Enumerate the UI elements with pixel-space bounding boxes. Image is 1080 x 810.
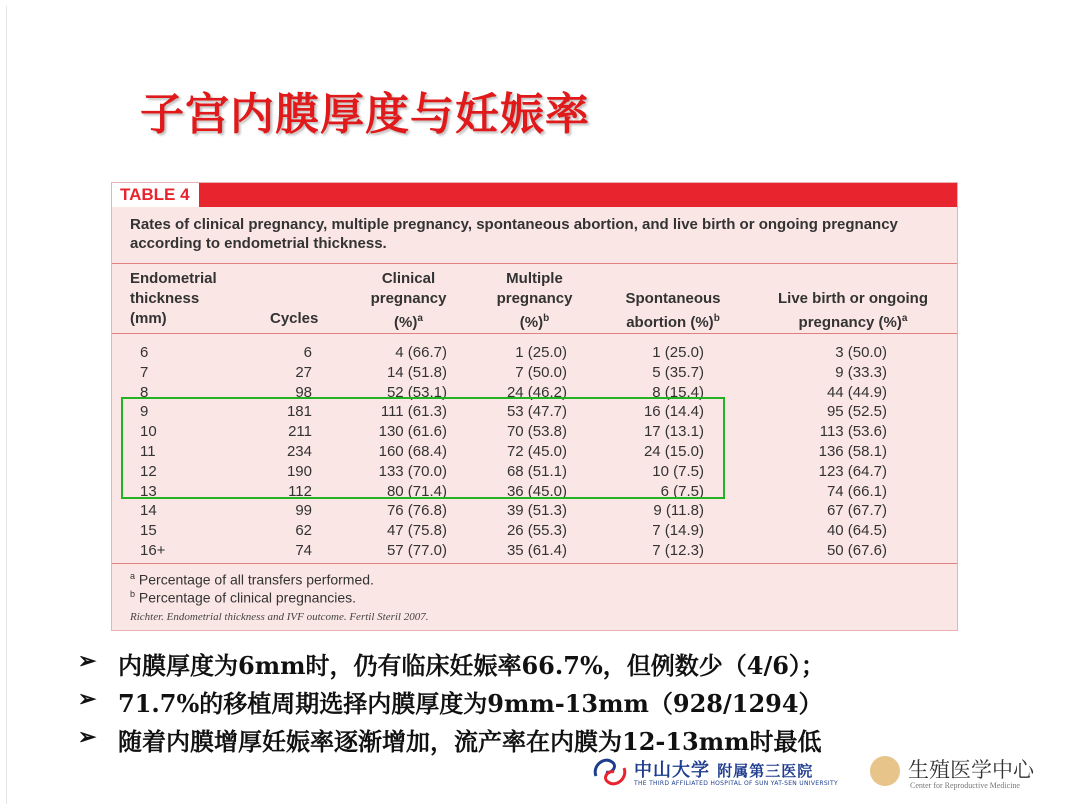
cell-clinical: 57 (77.0) xyxy=(386,542,447,559)
cell-spontaneous: 9 (11.8) xyxy=(653,502,704,520)
footnote-a: $^a$ Percentage of all transfers performed. xyxy=(130,571,374,588)
cell-multiple: 35 (61.4) xyxy=(506,542,567,559)
cell-cycles: 98 xyxy=(295,383,312,401)
cell-live-birth: 3 (50.0) xyxy=(835,344,887,361)
cell-multiple: 7 (50.0) xyxy=(515,363,567,381)
cell-spontaneous: 7 (14.9) xyxy=(652,522,704,540)
cell-spontaneous: 1 (25.0) xyxy=(652,344,704,361)
cell-cycles: 27 xyxy=(295,363,312,381)
col-header-clinical: Clinical pregnancy (%)$^a$ xyxy=(370,270,447,331)
cell-multiple: 26 (55.3) xyxy=(506,522,567,540)
col-header-thickness: Endometrial thickness (mm) xyxy=(130,270,217,327)
cell-live-birth: 9 (33.3) xyxy=(835,363,887,381)
cell-multiple: 70 (53.8) xyxy=(506,423,567,441)
slide-title: 子宫内膜厚度与妊娠率 xyxy=(140,89,590,140)
cell-spontaneous: 17 (13.1) xyxy=(643,423,704,441)
col-header-cycles: Cycles xyxy=(270,310,319,327)
hospital-name-en: THE THIRD AFFILIATED HOSPITAL OF SUN YAT-SEN UNIVERSITY xyxy=(634,780,838,787)
cell-thickness: 8 xyxy=(140,383,149,401)
cell-cycles: 62 xyxy=(295,522,312,540)
center-name: 生殖医学中心 xyxy=(908,758,1034,782)
footer-logos xyxy=(590,752,1040,792)
table-row xyxy=(112,363,957,383)
cell-clinical: 111 (61.3) xyxy=(380,403,447,421)
table-bottom-rule xyxy=(112,563,957,564)
cell-live-birth: 40 (64.5) xyxy=(826,522,887,540)
arrow-bullet-icon: ➢ xyxy=(78,648,97,674)
highlight-rows-box xyxy=(121,397,725,499)
cell-live-birth: 113 (53.6) xyxy=(819,423,887,441)
table-row xyxy=(112,521,957,541)
cell-clinical: 130 (61.6) xyxy=(378,423,447,441)
cell-clinical: 76 (76.8) xyxy=(386,502,447,520)
table-row xyxy=(112,541,957,561)
citation: Richter. Endometrial thickness and IVF outcome. Fertil Steril 2007. xyxy=(130,611,429,623)
table-caption: Rates of clinical pregnancy, multiple pregnancy, spontaneous abortion, and live birth or ongoing pregnancy according to endometrial thickness. xyxy=(130,216,898,252)
cell-cycles: 181 xyxy=(286,403,312,421)
cell-thickness: 14 xyxy=(140,502,157,520)
cell-multiple: 24 (46.2) xyxy=(506,383,567,401)
cell-multiple: 72 (45.0) xyxy=(506,443,567,460)
hospital-name: 中山大学 附属第三医院 xyxy=(634,760,814,781)
cell-cycles: 112 xyxy=(288,482,312,500)
cell-cycles: 6 xyxy=(303,344,312,361)
cell-clinical: 133 (70.0) xyxy=(378,462,447,480)
cell-cycles: 211 xyxy=(288,423,312,441)
cell-spontaneous: 10 (7.5) xyxy=(652,462,704,480)
table-row xyxy=(112,501,957,521)
cell-live-birth: 95 (52.5) xyxy=(826,403,887,421)
cell-live-birth: 74 (66.1) xyxy=(826,482,887,500)
cell-cycles: 234 xyxy=(286,443,312,460)
col-header-multiple: Multiple pregnancy (%)$^b$ xyxy=(496,270,573,331)
cell-live-birth: 123 (64.7) xyxy=(818,462,887,480)
col-header-live-birth: Live birth or ongoing pregnancy (%)$^a$ xyxy=(778,290,928,331)
cell-multiple: 36 (45.0) xyxy=(506,482,567,500)
cell-thickness: 12 xyxy=(140,462,157,480)
cell-spontaneous: 8 (15.4) xyxy=(652,383,704,401)
cell-clinical: 160 (68.4) xyxy=(378,443,447,460)
cell-live-birth: 50 (67.6) xyxy=(826,542,887,559)
header-bottom-rule xyxy=(112,333,957,334)
cell-spontaneous: 6 (7.5) xyxy=(660,482,704,500)
cell-multiple: 68 (51.1) xyxy=(506,462,567,480)
table-label: TABLE 4 xyxy=(112,183,202,207)
table-row xyxy=(112,343,957,363)
cell-thickness: 15 xyxy=(140,522,157,540)
cell-clinical: 4 (66.7) xyxy=(395,344,447,361)
cell-live-birth: 67 (67.7) xyxy=(826,502,887,520)
cell-cycles: 74 xyxy=(295,542,312,559)
cell-spontaneous: 7 (12.3) xyxy=(652,542,704,559)
cell-thickness: 9 xyxy=(140,403,149,421)
footnote-b: $^b$ Percentage of clinical pregnancies. xyxy=(130,589,357,606)
cell-thickness: 11 xyxy=(140,443,156,460)
cell-thickness: 7 xyxy=(140,363,149,381)
center-logo-icon xyxy=(870,756,900,786)
cell-live-birth: 136 (58.1) xyxy=(818,443,887,460)
cell-thickness: 6 xyxy=(140,344,149,361)
cell-thickness: 16+ xyxy=(140,542,166,559)
col-header-spontaneous: Spontaneous abortion (%)$^b$ xyxy=(625,290,721,331)
table-label-bar xyxy=(112,183,957,207)
cell-spontaneous: 5 (35.7) xyxy=(652,363,704,381)
cell-thickness: 13 xyxy=(140,482,157,500)
cell-clinical: 80 (71.4) xyxy=(386,482,447,500)
center-name-en: Center for Reproductive Medicine xyxy=(910,781,1020,790)
cell-multiple: 39 (51.3) xyxy=(506,502,567,520)
cell-live-birth: 44 (44.9) xyxy=(826,383,887,401)
cell-multiple: 53 (47.7) xyxy=(506,403,567,421)
header-top-rule xyxy=(112,263,957,264)
arrow-bullet-icon: ➢ xyxy=(78,724,97,750)
cell-thickness: 10 xyxy=(140,423,157,441)
cell-spontaneous: 16 (14.4) xyxy=(643,403,704,421)
cell-spontaneous: 24 (15.0) xyxy=(643,443,704,460)
university-logo-icon xyxy=(590,754,630,790)
arrow-bullet-icon: ➢ xyxy=(78,686,97,712)
cell-multiple: 1 (25.0) xyxy=(515,344,567,361)
cell-clinical: 14 (51.8) xyxy=(386,363,447,381)
cell-cycles: 99 xyxy=(295,502,312,520)
cell-clinical: 52 (53.1) xyxy=(386,383,447,401)
cell-cycles: 190 xyxy=(286,462,312,480)
cell-clinical: 47 (75.8) xyxy=(386,522,447,540)
